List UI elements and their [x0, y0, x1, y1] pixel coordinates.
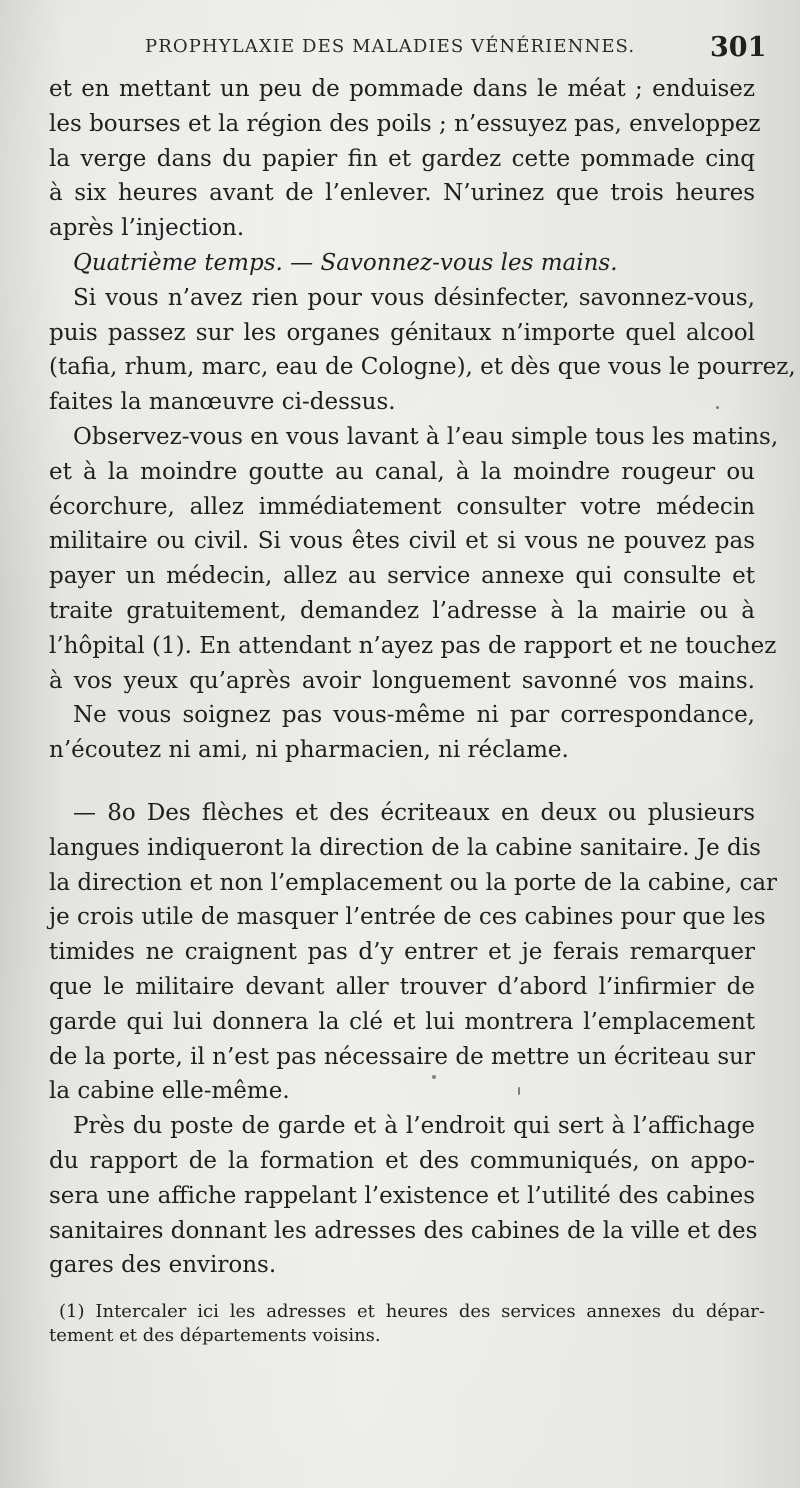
body-line-32: sera une affiche rappelant l’existence et l’utilité des cabines — [49, 1182, 755, 1209]
body-line-33: sanitaires donnant les adresses des cabines de la ville et des — [49, 1217, 758, 1244]
body-line-27: garde qui lui donnera la clé et lui montrera l’emplacement — [49, 1008, 755, 1035]
body-line-30: Près du poste de garde et à l’endroit qui sert à l’affichage — [73, 1113, 755, 1140]
body-line-3: la verge dans du papier fin et gardez cette pommade cinq — [49, 145, 755, 172]
body-line-15: payer un médecin, allez au service annexe qui consulte et — [49, 563, 755, 590]
body-line-21: — 8o Des flèches et des écriteaux en deux ou plusieurs — [73, 799, 755, 826]
body-line-19: Ne vous soignez pas vous-même ni par correspondance, — [73, 702, 755, 729]
body-line-26: que le militaire devant aller trouver d’abord l’infirmier de — [49, 973, 755, 1000]
body-line-20: n’écoutez ni ami, ni pharmacien, ni réclame. — [49, 737, 569, 764]
body-line-12: et à la moindre goutte au canal, à la moindre rougeur ou — [49, 458, 755, 485]
body-line-6 — [49, 246, 755, 281]
footnote-line-2: tement et des départements voisins. — [49, 1325, 381, 1346]
body-line-2: les bourses et la région des poils ; n’essuyez pas, enveloppez — [49, 110, 761, 137]
paragraph-space — [49, 768, 755, 796]
body-line-9: (tafia, rhum, marc, eau de Cologne), et dès que vous le pourrez, — [49, 354, 796, 381]
body-line-16: traite gratuitement, demandez l’adresse à la mairie ou à — [49, 597, 755, 624]
body-line-24: je crois utile de masquer l’entrée de ces cabines pour que les — [49, 904, 766, 931]
section-label-italic: Quatrième temps. — Savonnez-vous les mains. — [73, 249, 618, 276]
print-speck — [716, 406, 719, 409]
page-header — [0, 34, 800, 64]
body-line-13: écorchure, allez immédiatement consulter votre médecin — [49, 493, 755, 520]
body-line-17: l’hôpital (1). En attendant n’ayez pas de rapport et ne touchez — [49, 632, 777, 659]
body-line-28: de la porte, il n’est pas nécessaire de mettre un écriteau sur — [49, 1043, 755, 1070]
body-line-10: faites la manœuvre ci-dessus. — [49, 389, 396, 416]
body-line-23: la direction et non l’emplacement ou la porte de la cabine, car — [49, 869, 778, 896]
body-line-31: du rapport de la formation et des communiqués, on appo- — [49, 1147, 755, 1174]
body-line-4: à six heures avant de l’enlever. N’urinez que trois heures — [49, 180, 755, 207]
body-line-18: à vos yeux qu’après avoir longuement savonné vos mains. — [49, 667, 755, 694]
body-line-1: et en mettant un peu de pommade dans le méat ; enduisez — [49, 76, 755, 102]
body-line-34: gares des environs. — [49, 1252, 277, 1279]
body-line-25: timides ne craignent pas d’y entrer et je ferais remarquer — [49, 939, 755, 966]
print-speck — [518, 1087, 520, 1095]
running-head: PROPHYLAXIE DES MALADIES VÉNÉRIENNES. — [145, 36, 636, 57]
footnote — [49, 1300, 765, 1348]
print-speck — [432, 1075, 436, 1079]
body-line-22: langues indiqueront la direction de la cabine sanitaire. Je dis — [49, 834, 761, 861]
body-line-11: Observez-vous en vous lavant à l’eau simple tous les matins, — [73, 423, 779, 450]
body-line-7: Si vous n’avez rien pour vous désinfecter, savonnez-vous, — [73, 284, 755, 311]
body-line-5: après l’injection. — [49, 215, 245, 242]
footnote-line-1: (1) Intercaler ici les adresses et heures des services annexes du dépar- — [59, 1301, 765, 1322]
body-line-14: militaire ou civil. Si vous êtes civil et si vous ne pouvez pas — [49, 528, 755, 555]
body-line-8: puis passez sur les organes génitaux n’importe quel alcool — [49, 319, 755, 346]
body-text — [49, 72, 796, 1283]
page-number: 301 — [710, 32, 767, 63]
body-line-29: la cabine elle-même. — [49, 1078, 290, 1105]
